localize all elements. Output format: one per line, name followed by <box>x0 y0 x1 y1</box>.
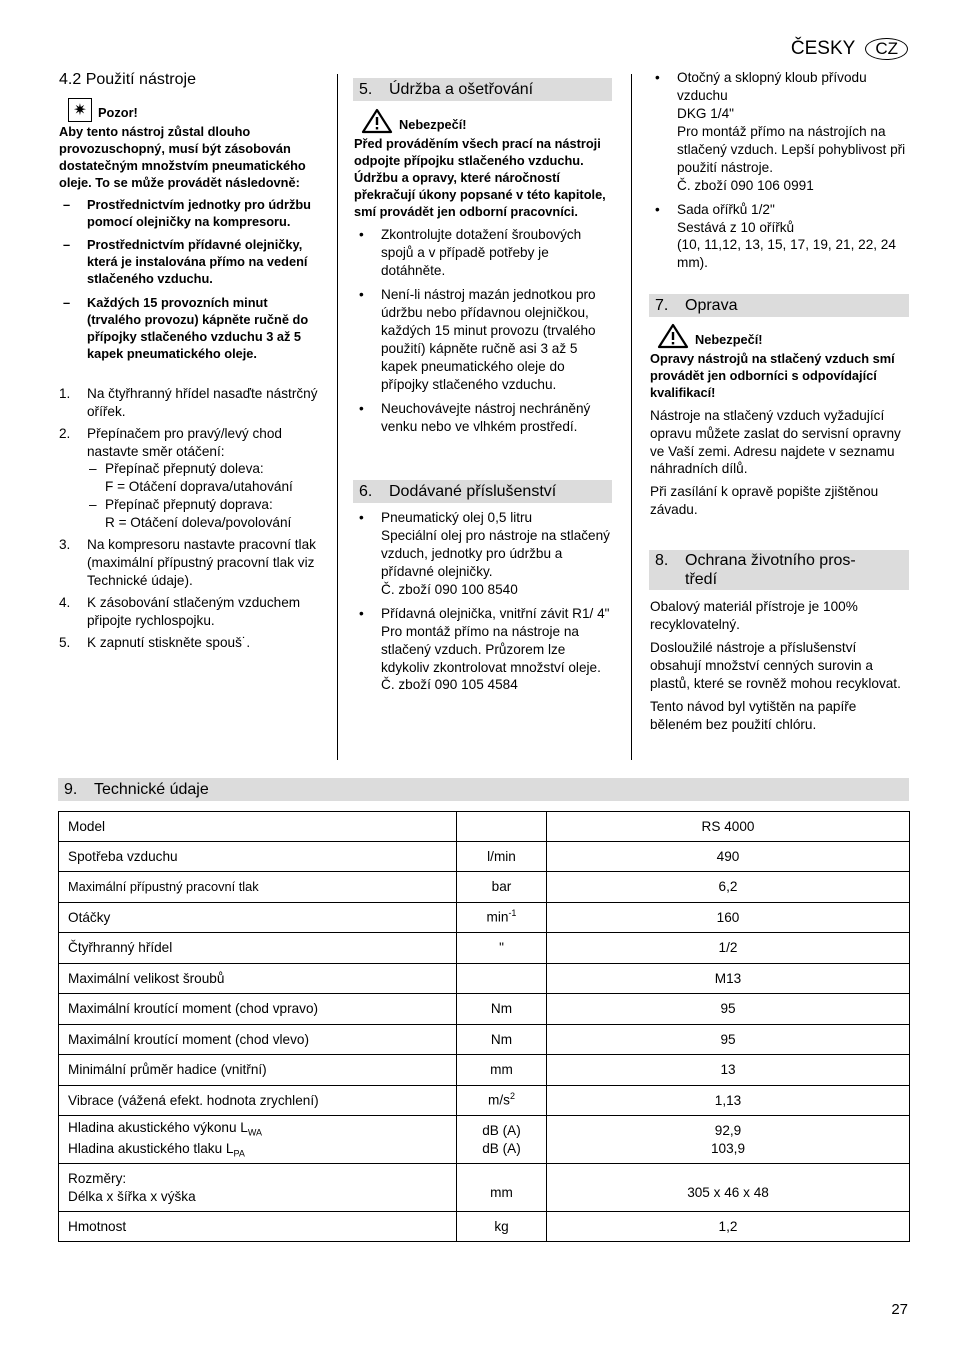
table-row <box>59 1116 910 1164</box>
paragraph: Obalový materiál přístroje je 100% recyklovatelný. <box>650 599 858 632</box>
section-9-heading: 9. Technické údaje <box>58 778 909 801</box>
table-cell: Čtyřhranný hřídel <box>59 933 457 964</box>
warning-triangle-icon <box>657 323 689 349</box>
table-cell: Maximální kroutící moment (chod vpravo) <box>59 994 457 1025</box>
list-item: • Není-li nástroj mazán jednotkou pro údržbu nebo přídavnou olejničkou, každých 15 minut provozu (trvalého použití) kápněte ručně asi 3 až 5 kapek pneumatického oleje do přípojky stlačeného vzduchu. <box>354 286 612 394</box>
section-5 <box>354 108 612 442</box>
table-cell: 6,2 <box>547 872 910 903</box>
danger-text: Opravy nástrojů na stlačený vzduch smí provádět jen odborníci s odpovídající kvalifikací! <box>650 351 895 400</box>
table-row <box>59 994 910 1025</box>
list-item: – Prostřednictvím jednotky pro údržbu pomocí olejničky na kompresoru. <box>59 197 321 231</box>
table-cell: l/min <box>457 842 547 872</box>
table-cell: Minimální průměr hadice (vnitřní) <box>59 1055 457 1086</box>
paragraph: Tento návod byl vytištěn na papíře běleném bez použití chlóru. <box>650 698 857 732</box>
table-cell: 1,13 <box>547 1086 910 1116</box>
table-cell: RS 4000 <box>547 812 910 842</box>
table-cell: M13 <box>547 964 910 994</box>
table-cell: 305 x 46 x 48 <box>547 1164 910 1212</box>
table-row <box>59 933 910 964</box>
section-4-2 <box>59 69 321 656</box>
technical-data-table <box>58 811 910 1242</box>
table-cell: bar <box>457 872 547 903</box>
table-cell: dB (A) dB (A) <box>457 1116 547 1164</box>
table-cell: Nm <box>457 1025 547 1055</box>
list-item: 5. K zapnutí stiskněte spouš˙. <box>59 634 251 650</box>
section-5-heading: 5. Údržba a ošetřování <box>353 78 612 101</box>
table-cell: Otáčky <box>59 903 457 933</box>
table-cell: Model <box>59 812 457 842</box>
danger-label: Nebezpečí! <box>695 332 763 348</box>
paragraph: Nástroje na stlačený vzduch vyžadující opravu můžete zaslat do servisní opravny ve Vaší zemi. Adresu najdete v seznamu náhradních dílů. <box>650 407 901 477</box>
column-divider <box>631 74 632 760</box>
accessories-list <box>650 69 908 272</box>
table-row <box>59 903 910 933</box>
table-cell: Rozměry: Délka x šířka x výška <box>59 1164 457 1212</box>
table-row <box>59 1025 910 1055</box>
list-item: – Přepínač přepnutý doleva: F = Otáčení doprava/utahování <box>87 460 321 496</box>
accessories-list <box>354 509 612 694</box>
table-cell: 1,2 <box>547 1212 910 1242</box>
table-row <box>59 1086 910 1116</box>
table-cell: Hladina akustického výkonu $L_{WA}$ Hladina akustického tlaku $L_{PA}$ <box>59 1116 457 1164</box>
section-heading: 4.2 Použití nástroje <box>59 71 196 88</box>
list-item: – Každých 15 provozních minut (trvalého provozu) kápněte ručně do přípojky stlačeného vzduchu 3 až 5 kapek pneumatického oleje. <box>59 295 321 363</box>
table-cell: mm <box>457 1164 547 1212</box>
table-cell: Maximální velikost šroubů <box>59 964 457 994</box>
caution-text: Aby tento nástroj zůstal dlouho provozuschopný, musí být zásobován dostatečným množstvím pneumatického oleje. To se může provádět následovně: <box>59 124 306 190</box>
usage-steps <box>59 385 321 652</box>
table-cell: 13 <box>547 1055 910 1086</box>
oil-supply-list <box>59 197 321 363</box>
danger-label: Nebezpečí! <box>399 117 467 133</box>
list-item: 1. Na čtyřhranný hřídel nasaďte nástrčný ořířek. <box>59 385 318 419</box>
list-item: – Přepínač přepnutý doprava: R = Otáčení doleva/povolování <box>87 496 321 532</box>
section-8-heading: 8. Ochrana životního pros- tředí <box>649 550 909 590</box>
table-cell: 490 <box>547 842 910 872</box>
table-row <box>59 964 910 994</box>
table-cell: 95 <box>547 1025 910 1055</box>
section-7 <box>650 323 908 524</box>
table-cell: Vibrace (vážená efekt. hodnota zrychlení) <box>59 1086 457 1116</box>
list-item: • Pneumatický olej 0,5 litru Speciální olej pro nástroje na stlačený vzduch, jednotky pro údržbu a přídavné olejničky. Č. zboží 090 100 8540 <box>354 509 612 599</box>
list-item: • Přídavná olejnička, vnitřní závit R1/ 4" Pro montáž přímo na nástroje na stlačený vzduch. Průzorem lze kdykoliv zkontrolovat množství oleje. Č. zboží 090 105 4584 <box>354 605 612 695</box>
page-number: 27 <box>891 1301 908 1318</box>
table-cell: Hmotnost <box>59 1212 457 1242</box>
caution-icon: ✷ <box>68 98 92 122</box>
direction-sublist <box>87 460 321 532</box>
section-8 <box>650 598 908 739</box>
paragraph: Dosloužilé nástroje a příslušenství obsahují množství cenných surovin a plastů, které se rovněž mohou recyklovat. <box>650 639 901 691</box>
table-cell: 95 <box>547 994 910 1025</box>
danger-text: Před prováděním všech prací na nástroji odpojte přípojku stlačeného vzduchu. Údržbu a opravy, které náročností překračují úkony popsané v této kapitole, smí provádět jen odborní pracovníci. <box>354 136 606 219</box>
table-cell: " <box>457 933 547 964</box>
table-cell: Spotřeba vzduchu <box>59 842 457 872</box>
column-divider <box>337 74 338 760</box>
table-row <box>59 1164 910 1212</box>
list-item: 2. Přepínačem pro pravý/levý chod nastavte směr otáčení: – Přepínač přepnutý doleva: F = Otáčení doprava/utahování – Přepínač přepnutý doprava: R = Otáčení doleva/povolování <box>59 425 321 533</box>
paragraph: Při zasílání k opravě popište zjištěnou závadu. <box>650 484 879 518</box>
table-cell: mm <box>457 1055 547 1086</box>
list-item: – Prostřednictvím přídavné olejničky, která je instalována přímo na vedení stlačeného vzduchu. <box>59 237 321 288</box>
table-cell: $m/s^2$ <box>457 1086 547 1116</box>
list-item: • Zkontrolujte dotažení šroubových spojů a v případě potřeby je dotáhněte. <box>354 226 612 280</box>
list-item: 4. K zásobování stlačeným vzduchem připojte rychlospojku. <box>59 595 301 628</box>
table-cell: kg <box>457 1212 547 1242</box>
table-header-row <box>59 812 910 842</box>
table-cell: Maximální kroutící moment (chod vlevo) <box>59 1025 457 1055</box>
table-cell <box>457 964 547 994</box>
table-cell: 92,9 103,9 <box>547 1116 910 1164</box>
country-code-badge: CZ <box>865 38 908 60</box>
table-row <box>59 1055 910 1086</box>
section-6 <box>354 509 612 700</box>
list-item: • Sada ořířků 1/2" Sestává z 10 ořířků (10, 11,12, 13, 15, 17, 19, 21, 22, 24 mm). <box>650 201 908 273</box>
section-7-heading: 7. Oprava <box>649 294 909 317</box>
caution-label: Pozor! <box>98 105 138 121</box>
list-item: 3. Na kompresoru nastavte pracovní tlak (maximální přípustný pracovní tlak viz Technické údaje). <box>59 537 316 589</box>
table-cell: Nm <box>457 994 547 1025</box>
table-row <box>59 1212 910 1242</box>
section-6-continued <box>650 69 908 278</box>
table-row <box>59 872 910 903</box>
table-cell: $\min^{-1}$ <box>457 903 547 933</box>
table-cell: 160 <box>547 903 910 933</box>
table-cell: 1/2 <box>547 933 910 964</box>
maintenance-list <box>354 226 612 435</box>
warning-triangle-icon <box>361 108 393 134</box>
table-cell <box>457 812 547 842</box>
section-6-heading: 6. Dodávané příslušenství <box>353 480 612 503</box>
language-header <box>791 36 908 61</box>
table-cell: Maximální přípustný pracovní tlak <box>59 872 457 903</box>
list-item: • Neuchovávejte nástroj nechráněný venku nebo ve vlhkém prostředí. <box>354 400 612 436</box>
table-row <box>59 842 910 872</box>
language-label: ČESKY <box>790 38 856 59</box>
list-item: • Otočný a sklopný kloub přívodu vzduchu DKG 1/4" Pro montáž přímo na nástrojích na stlačený vzduch. Lepší pohyblivost při použití nástroje. Č. zboží 090 106 0991 <box>650 69 908 195</box>
